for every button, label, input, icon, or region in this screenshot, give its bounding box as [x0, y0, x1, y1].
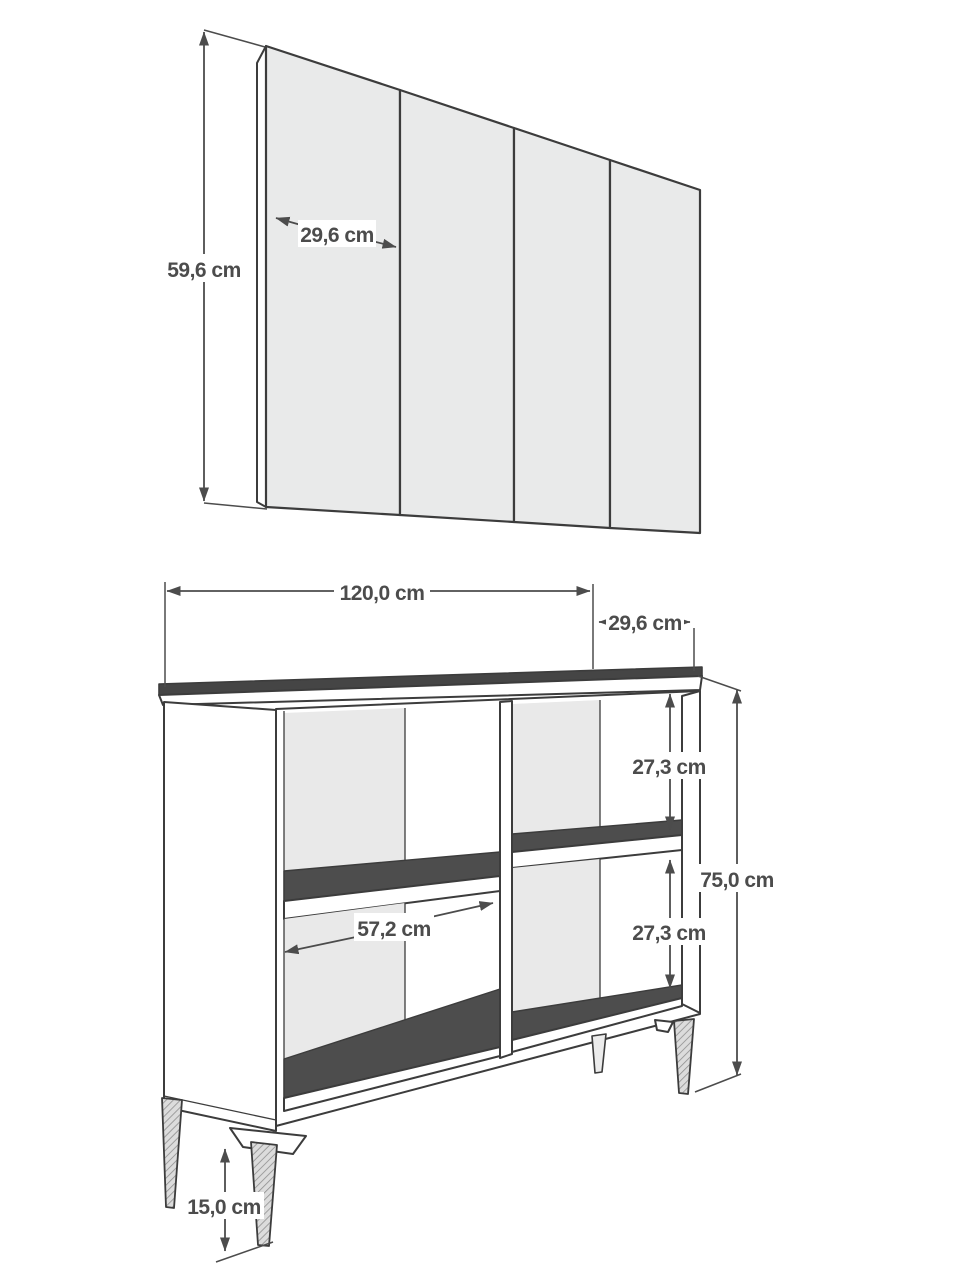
wall-panel-side-edge — [257, 46, 266, 507]
panel-height-label: 59,6 cm — [167, 259, 241, 282]
middle-divider — [500, 701, 512, 1058]
upper-compartment-label: 27,3 cm — [632, 756, 706, 779]
console-depth-label: 29,6 cm — [608, 612, 682, 635]
rear-right-leg — [592, 1034, 606, 1073]
leg-height-label: 15,0 cm — [187, 1196, 261, 1219]
console-left-side — [164, 702, 276, 1131]
wall-panel-1 — [266, 46, 400, 515]
front-right-leg — [674, 1019, 694, 1094]
dimension-total-height — [695, 676, 778, 1092]
wall-panel-4 — [610, 160, 700, 533]
inner-width-label: 57,2 cm — [357, 918, 431, 941]
dimension-console-width — [165, 578, 593, 687]
rear-left-leg — [162, 1098, 182, 1208]
total-height-label: 75,0 cm — [700, 869, 774, 892]
dimension-console-depth — [599, 609, 694, 671]
wall-panel-set — [257, 46, 700, 533]
panel-width-label: 29,6 cm — [300, 224, 374, 247]
front-right-leg-bracket — [655, 1020, 673, 1032]
right-side-edge — [682, 691, 700, 1013]
console-width-label: 120,0 cm — [339, 582, 425, 605]
wall-panel-2 — [400, 90, 514, 522]
console-cabinet — [159, 667, 702, 1246]
compartment-upper-right-back — [512, 700, 600, 834]
compartment-upper-left-back — [284, 708, 405, 871]
lower-compartment-label: 27,3 cm — [632, 922, 706, 945]
dimension-panel-height — [164, 30, 267, 509]
wall-panel-3 — [514, 128, 610, 528]
compartment-lower-right-back — [512, 859, 600, 1012]
